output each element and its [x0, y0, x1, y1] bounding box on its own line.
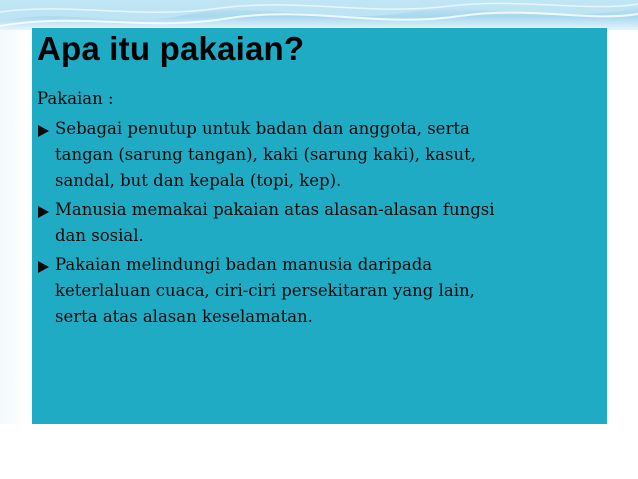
- slide-body: [37, 86, 602, 333]
- slide-footer-area: [0, 424, 638, 479]
- triangle-bullet-icon: [38, 206, 49, 218]
- triangle-bullet-icon: [38, 125, 49, 137]
- bullet-line: keterlaluan cuaca, ciri-ciri persekitaran yang lain,: [55, 281, 475, 300]
- bullet-line: sandal, but dan kepala (topi, kep).: [55, 171, 342, 190]
- slide-title: Apa itu pakaian?: [37, 30, 305, 67]
- bullet-line: Pakaian melindungi badan manusia daripada: [55, 255, 433, 274]
- bullet-line: Sebagai penutup untuk badan dan anggota, serta: [55, 119, 470, 138]
- bullet-item: [37, 252, 602, 330]
- intro-text: Pakaian :: [37, 89, 114, 108]
- bullet-line: tangan (sarung tangan), kaki (sarung kaki), kasut,: [55, 145, 476, 164]
- bullet-item: [37, 197, 602, 249]
- bullet-line: dan sosial.: [55, 226, 144, 245]
- decorative-wave-band: [0, 0, 638, 30]
- bullet-item: [37, 116, 602, 194]
- right-margin: [607, 30, 638, 479]
- bullet-line: serta atas alasan keselamatan.: [55, 307, 313, 326]
- bullet-line: Manusia memakai pakaian atas alasan-alasan fungsi: [55, 200, 495, 219]
- left-margin: [0, 30, 30, 479]
- triangle-bullet-icon: [38, 261, 49, 273]
- wave-pattern-icon: [0, 0, 638, 30]
